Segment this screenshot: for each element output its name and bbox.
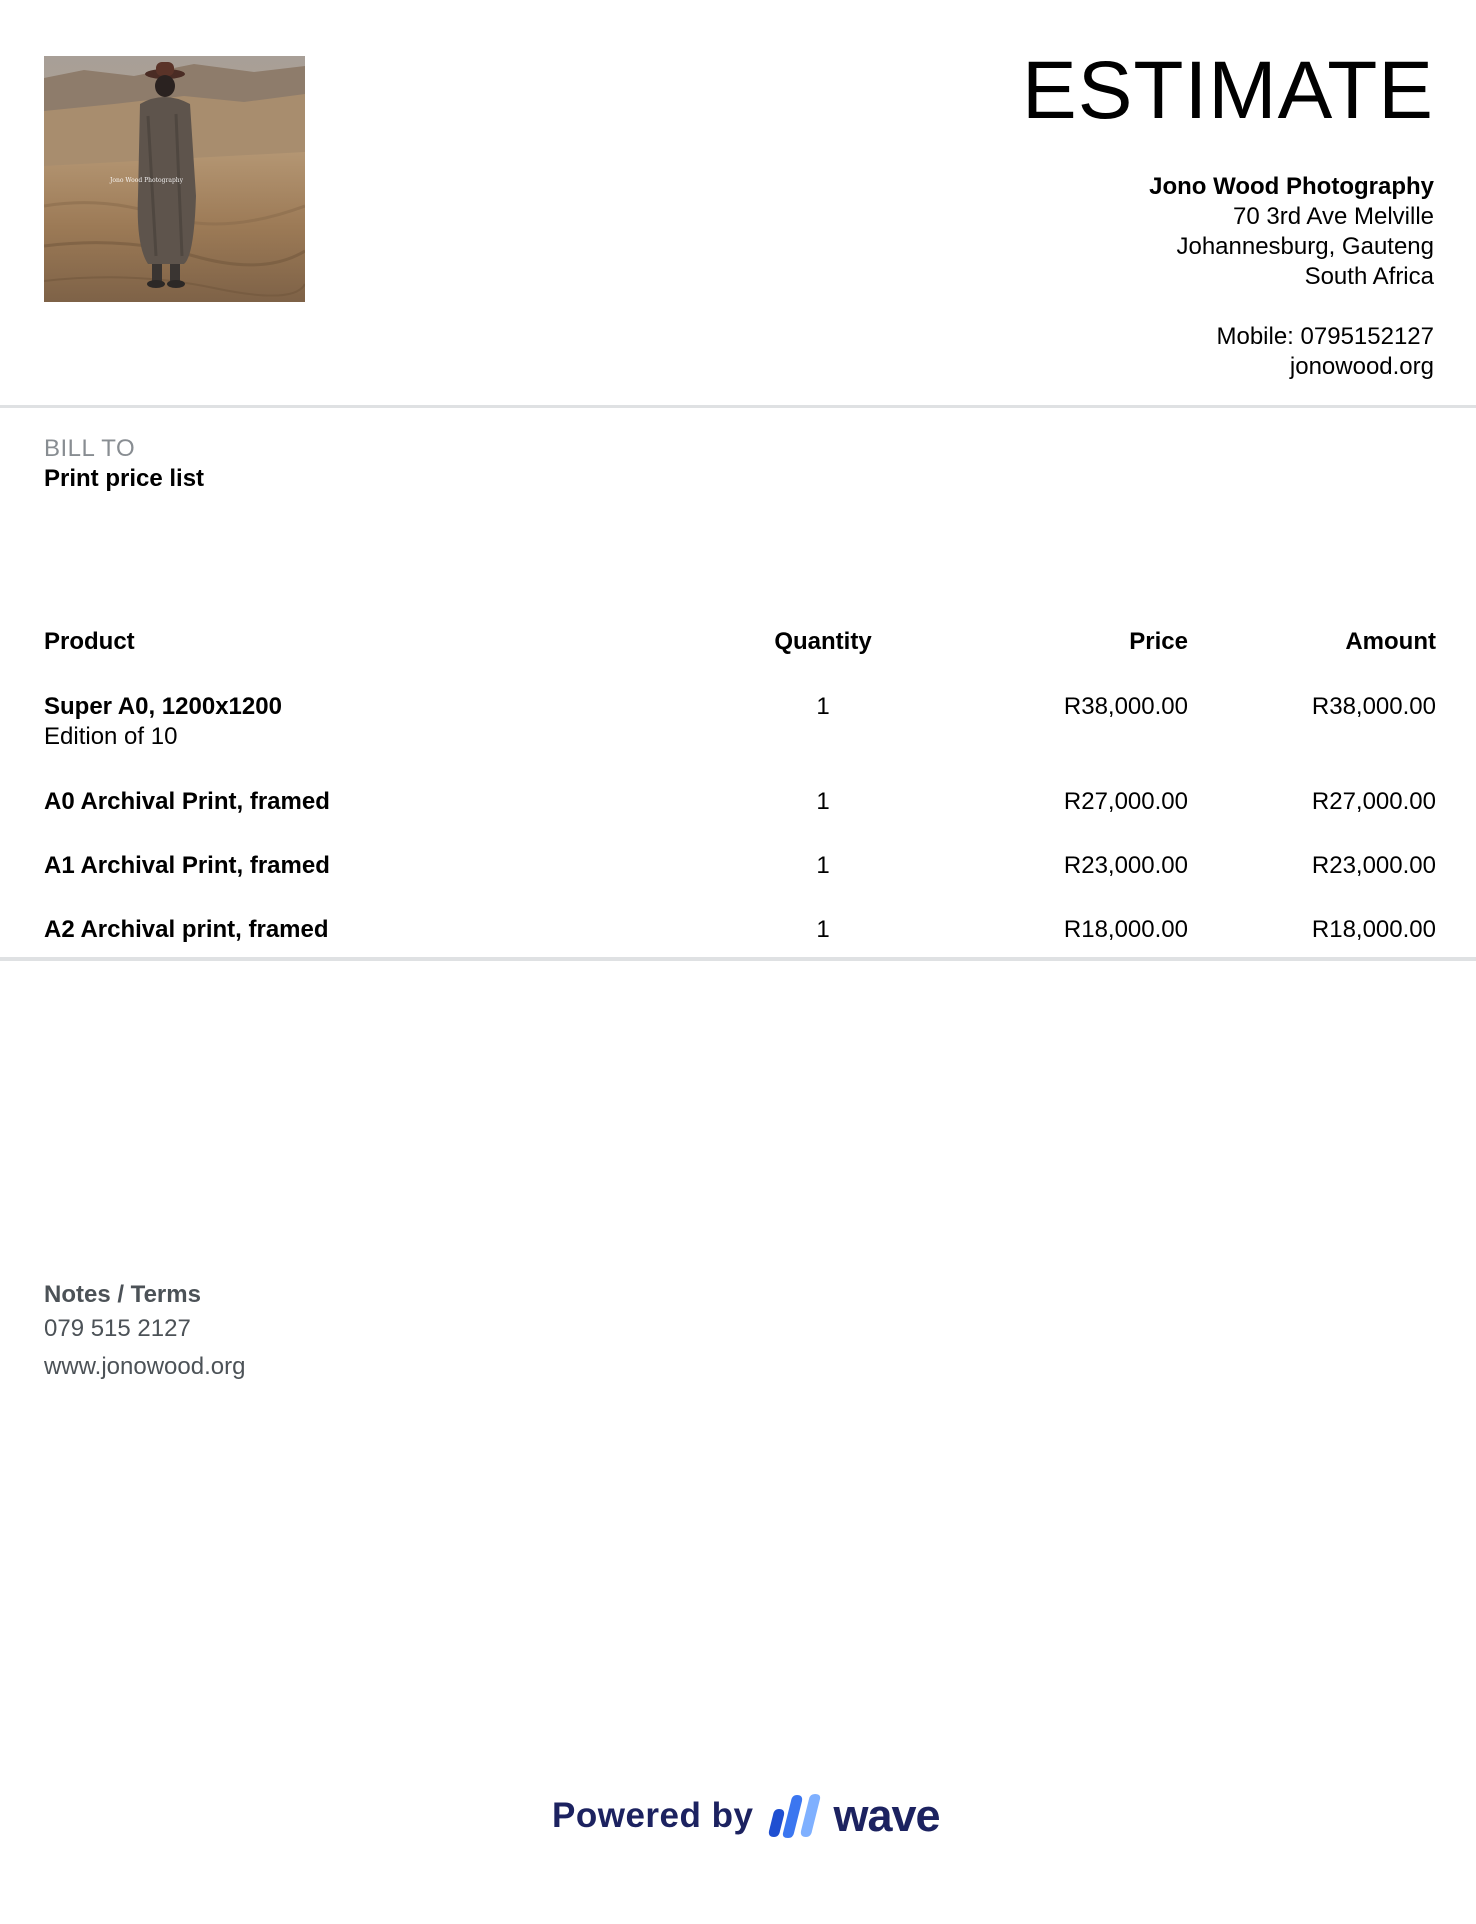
bill-to-client: Print price list [44,465,205,492]
header-quantity: Quantity [774,628,872,655]
item-name: A2 Archival print, framed [44,916,329,943]
address-line-2: Johannesburg, Gauteng [1176,233,1434,260]
item-amount: R23,000.00 [1311,852,1436,879]
item-price: R23,000.00 [1063,852,1188,879]
bill-to-section [44,434,204,494]
notes-phone: 079 515 2127 [44,1315,191,1342]
item-amount: R18,000.00 [1311,916,1436,943]
logo-caption: Jono Wood Photography [110,177,184,184]
item-price: R27,000.00 [1063,788,1188,815]
table-divider [0,957,1476,961]
business-name: Jono Wood Photography [1149,173,1434,200]
item-description: Edition of 10 [44,723,178,750]
notes-website: www.jonowood.org [44,1353,246,1380]
header-price: Price [1129,628,1188,655]
header-product: Product [44,628,135,655]
items-table [44,628,1436,943]
powered-by-label: Powered by [552,1796,754,1835]
notes-heading: Notes / Terms [44,1281,201,1308]
item-name: Super A0, 1200x1200 [44,693,282,720]
item-price: R18,000.00 [1063,916,1188,943]
item-amount: R38,000.00 [1311,693,1436,720]
powered-by-wave[interactable] [552,1786,940,1846]
bill-to-label: BILL TO [44,435,136,462]
address-line-3: South Africa [1304,263,1434,290]
item-product-cell [44,915,329,945]
item-name: A1 Archival Print, framed [44,852,330,879]
wave-logo-icon [767,1791,825,1841]
item-product-cell [44,851,330,881]
item-quantity: 1 [816,788,830,815]
item-quantity: 1 [816,916,830,943]
item-name: A0 Archival Print, framed [44,788,330,815]
wave-brand-name: wave [833,1790,940,1841]
item-amount: R27,000.00 [1311,788,1436,815]
item-product-cell [44,787,330,817]
item-price: R38,000.00 [1063,693,1188,720]
item-quantity: 1 [816,693,830,720]
document-title: ESTIMATE [1022,45,1434,136]
logo-photo [44,56,305,302]
address-line-1: 70 3rd Ave Melville [1233,203,1434,230]
business-website: jonowood.org [1289,353,1434,380]
notes-section [44,1280,245,1386]
business-info [1149,172,1434,382]
mobile-number: Mobile: 0795152127 [1216,323,1434,350]
table-header [44,628,1436,658]
header-divider [0,405,1476,408]
header-amount: Amount [1345,628,1436,655]
item-product-cell [44,692,282,752]
item-quantity: 1 [816,852,830,879]
